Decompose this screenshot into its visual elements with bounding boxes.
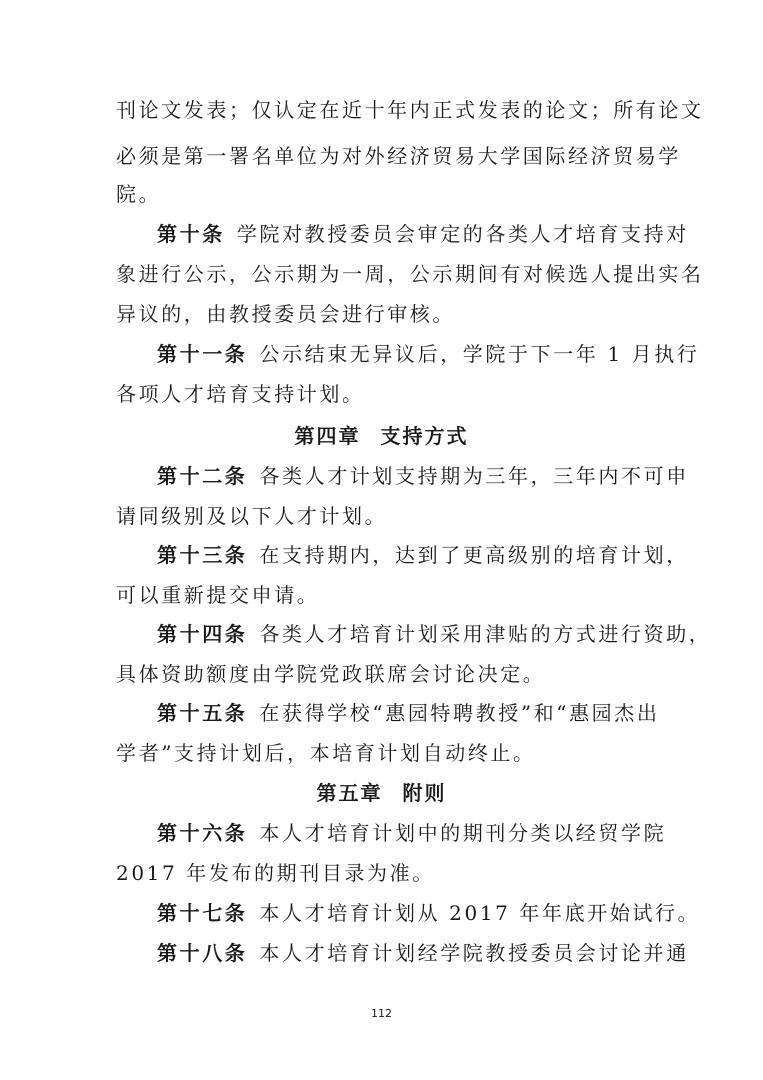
article-text: 本人才培育计划经学院教授委员会讨论并通	[259, 941, 689, 965]
article-text: 在支持期内，达到了更高级别的培育计划，	[259, 543, 689, 567]
body-line: 请同级别及以下人才计划。	[116, 504, 388, 528]
article-10-line	[157, 222, 689, 246]
article-number: 第十条	[157, 222, 225, 246]
chapter-heading	[0, 424, 763, 448]
article-text: 本人才培育计划中的期刊分类以经贸学院	[259, 821, 667, 845]
article-15-line	[157, 701, 660, 725]
body-line: 各项人才培育支持计划。	[116, 382, 365, 406]
article-number: 第十六条	[157, 821, 248, 845]
chapter-number: 第四章	[294, 424, 361, 448]
article-number: 第十四条	[157, 622, 248, 646]
body-line: 可以重新提交申请。	[116, 583, 320, 607]
body-line: 院。	[116, 182, 162, 206]
body-line: 2017 年发布的期刊目录为准。	[116, 861, 435, 885]
article-12-line	[157, 464, 689, 488]
article-text: 各类人才培育计划采用津贴的方式进行资助，	[259, 622, 712, 646]
chapter-number: 第五章	[316, 781, 383, 805]
article-14-line	[157, 622, 712, 646]
article-number: 第十五条	[157, 701, 248, 725]
article-13-line	[157, 543, 689, 567]
chapter-title: 支持方式	[380, 424, 469, 448]
article-text: 公示结束无异议后，学院于下一年 1 月执行	[259, 342, 700, 366]
chapter-title: 附则	[402, 781, 447, 805]
body-line: 必须是第一署名单位为对外经济贸易大学国际经济贸易学	[116, 144, 681, 168]
article-17-line	[157, 901, 701, 925]
article-number: 第十二条	[157, 464, 248, 488]
article-number: 第十一条	[157, 342, 248, 366]
article-number: 第十三条	[157, 543, 248, 567]
body-line: 象进行公示，公示期为一周，公示期间有对候选人提出实名	[116, 262, 704, 286]
page-number: 112	[371, 1007, 392, 1020]
body-line: 刊论文发表；仅认定在近十年内正式发表的论文；所有论文	[116, 98, 704, 122]
article-11-line	[157, 342, 700, 366]
article-text: 本人才培育计划从 2017 年年底开始试行。	[259, 901, 701, 925]
article-18-line	[157, 941, 689, 965]
body-line: 学者”支持计划后，本培育计划自动终止。	[116, 741, 536, 765]
body-line: 具体资助额度由学院党政联席会讨论决定。	[116, 662, 546, 686]
article-text: 学院对教授委员会审定的各类人才培育支持对	[236, 222, 689, 246]
article-text: 在获得学校“惠园特聘教授”和“惠园杰出	[259, 701, 660, 725]
article-number: 第十七条	[157, 901, 248, 925]
article-number: 第十八条	[157, 941, 248, 965]
chapter-heading	[0, 781, 763, 805]
body-line: 异议的，由教授委员会进行审核。	[116, 302, 455, 326]
article-text: 各类人才计划支持期为三年，三年内不可申	[259, 464, 689, 488]
article-16-line	[157, 821, 667, 845]
